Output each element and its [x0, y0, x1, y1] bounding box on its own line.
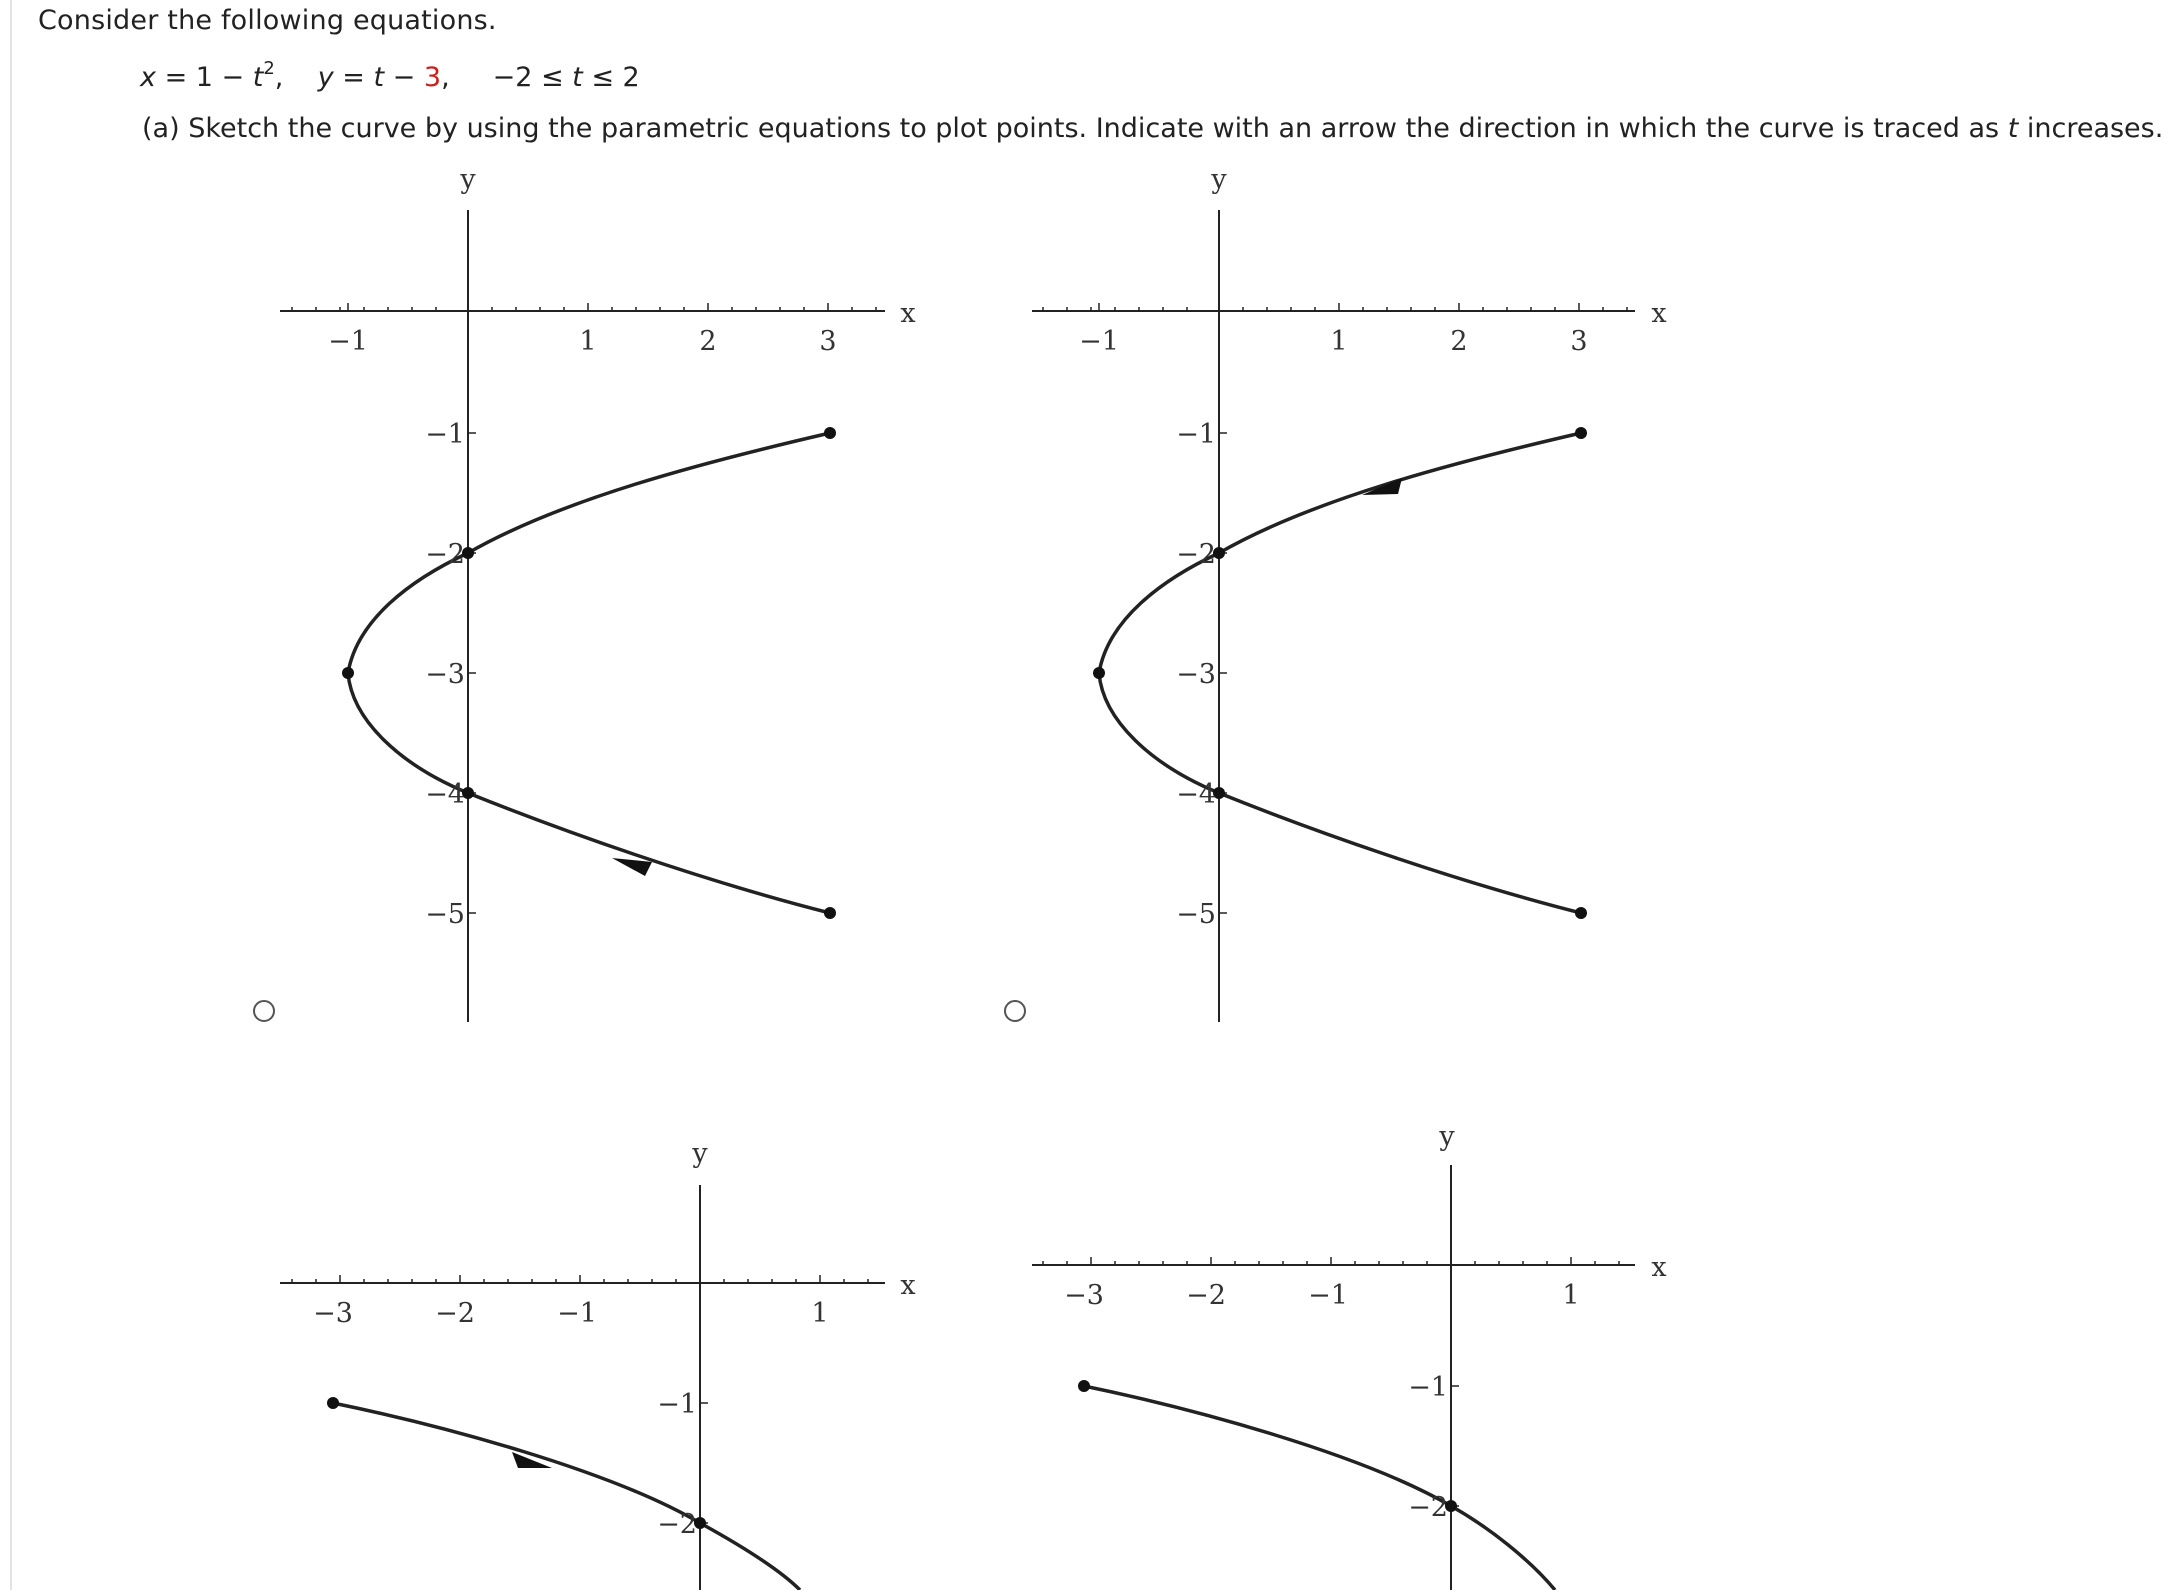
x-tick-label: −1 — [328, 326, 368, 357]
x-axis-label: x — [900, 1270, 916, 1301]
x-tick-label: −3 — [313, 1298, 353, 1329]
x-axis-label: x — [1651, 1252, 1667, 1283]
y-axis-label: y — [460, 164, 476, 195]
x-tick-label: −1 — [557, 1298, 597, 1329]
y-tick-label: −3 — [1176, 659, 1216, 690]
y-tick-label: −2 — [657, 1509, 697, 1540]
x-tick-label: 2 — [1450, 326, 1468, 357]
x-axis-label: x — [900, 298, 916, 329]
randomized-constant: 3 — [423, 62, 442, 93]
x-variable: x — [140, 62, 156, 93]
y-variable: y — [317, 62, 334, 93]
x-tick-label: 2 — [699, 326, 717, 357]
exponent: 2 — [263, 58, 275, 79]
y-tick-label: −1 — [657, 1389, 697, 1420]
t-range: −2 ≤ — [492, 62, 573, 93]
x-tick-label: 1 — [1330, 326, 1348, 357]
x-tick-label: −2 — [435, 1298, 475, 1329]
x-tick-label: 1 — [579, 326, 597, 357]
x-tick-label: 3 — [1570, 326, 1588, 357]
y-axis-ticks — [1451, 1386, 1459, 1506]
x-tick-label: −3 — [1064, 1280, 1104, 1311]
y-axis-label: y — [692, 1138, 708, 1169]
curve-points — [1078, 1380, 1457, 1512]
y-tick-label: −2 — [425, 539, 465, 570]
y-tick-label: −4 — [1176, 779, 1216, 810]
x-tick-label: −1 — [1079, 326, 1119, 357]
x-tick-label: −2 — [1186, 1280, 1226, 1311]
question-intro: Consider the following equations. — [38, 5, 497, 36]
y-tick-label: −2 — [1408, 1492, 1448, 1523]
x-tick-label: −1 — [1308, 1280, 1348, 1311]
x-axis-label: x — [1651, 298, 1667, 329]
y-tick-label: −2 — [1176, 539, 1216, 570]
x-tick-label: 3 — [819, 326, 837, 357]
parabola-curve — [1084, 1386, 1555, 1590]
y-tick-label: −1 — [1408, 1372, 1448, 1403]
part-a-prompt: (a) Sketch the curve by using the parametric equations to plot points. Indicate with an arrow the direction in which the curve is traced as t increases. — [142, 113, 2163, 144]
y-axis-label: y — [1211, 164, 1227, 195]
y-tick-label: −5 — [1176, 899, 1216, 930]
y-tick-label: −3 — [425, 659, 465, 690]
y-axis-label: y — [1439, 1121, 1455, 1152]
parametric-equations: $x = 1 - t^2$, y = t − 3, −2 ≤ t ≤ 2 — [140, 58, 640, 93]
y-tick-label: −4 — [425, 779, 465, 810]
y-tick-label: −1 — [1176, 419, 1216, 450]
y-tick-label: −1 — [425, 419, 465, 450]
x-axis-minor-ticks — [1043, 1257, 1619, 1265]
x-expression: = 1 − — [155, 62, 253, 93]
y-tick-label: −5 — [425, 899, 465, 930]
t-variable: t — [252, 62, 264, 93]
x-tick-label: 1 — [1562, 1280, 1580, 1311]
x-tick-label: 1 — [811, 1298, 829, 1329]
